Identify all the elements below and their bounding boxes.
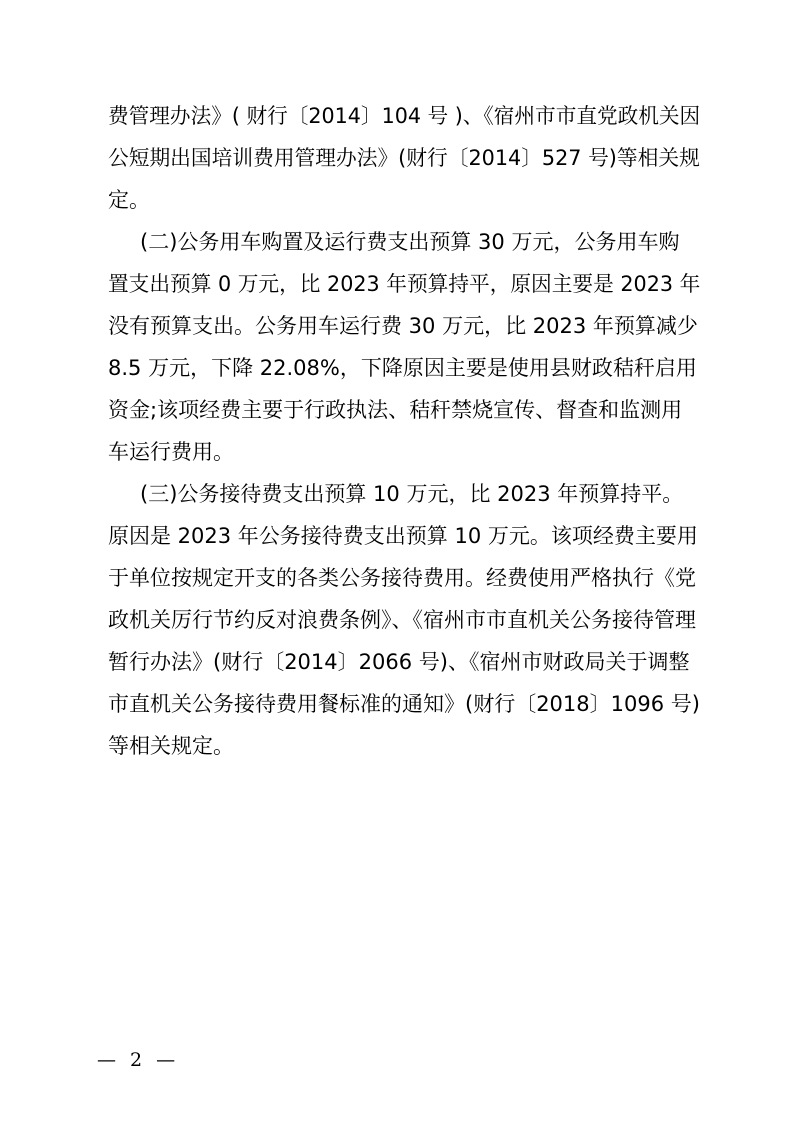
text-line: 定。 — [108, 188, 150, 212]
text-line: 等相关规定。 — [108, 734, 234, 758]
page-number: — 2 — — [97, 1049, 180, 1071]
text-line: 暂行办法》(财行〔2014〕2066 号)、《宿州市财政局关于调整 — [108, 650, 690, 674]
text-line: 公短期出国培训费用管理办法》(财行〔2014〕527 号)等相关规 — [108, 146, 700, 170]
text-line: 置支出预算 0 万元，比 2023 年预算持平，原因主要是 2023 年 — [108, 272, 701, 296]
text-line: 资金;该项经费主要于行政执法、秸秆禁烧宣传、督查和监测用 — [108, 398, 683, 422]
text-line: 没有预算支出。公务用车运行费 30 万元，比 2023 年预算减少 — [108, 314, 698, 338]
text-line: 车运行费用。 — [108, 440, 234, 464]
text-line: 政机关厉行节约反对浪费条例》、《宿州市市直机关公务接待管理 — [108, 608, 696, 632]
text-line: 于单位按规定开支的各类公务接待费用。经费使用严格执行《党 — [108, 566, 696, 590]
text-line: (二)公务用车购置及运行费支出预算 30 万元，公务用车购 — [140, 230, 680, 254]
text-line: 原因是 2023 年公务接待费支出预算 10 万元。该项经费主要用 — [108, 524, 698, 548]
text-line: (三)公务接待费支出预算 10 万元，比 2023 年预算持平。 — [140, 482, 684, 506]
text-line: 费管理办法》( 财行〔2014〕104 号 )、《宿州市市直党政机关因 — [108, 104, 701, 128]
text-line: 市直机关公务接待费用餐标准的通知》(财行〔2018〕1096 号) — [108, 692, 700, 716]
text-line: 8.5 万元，下降 22.08%，下降原因主要是使用县财政秸秆启用 — [108, 356, 697, 380]
